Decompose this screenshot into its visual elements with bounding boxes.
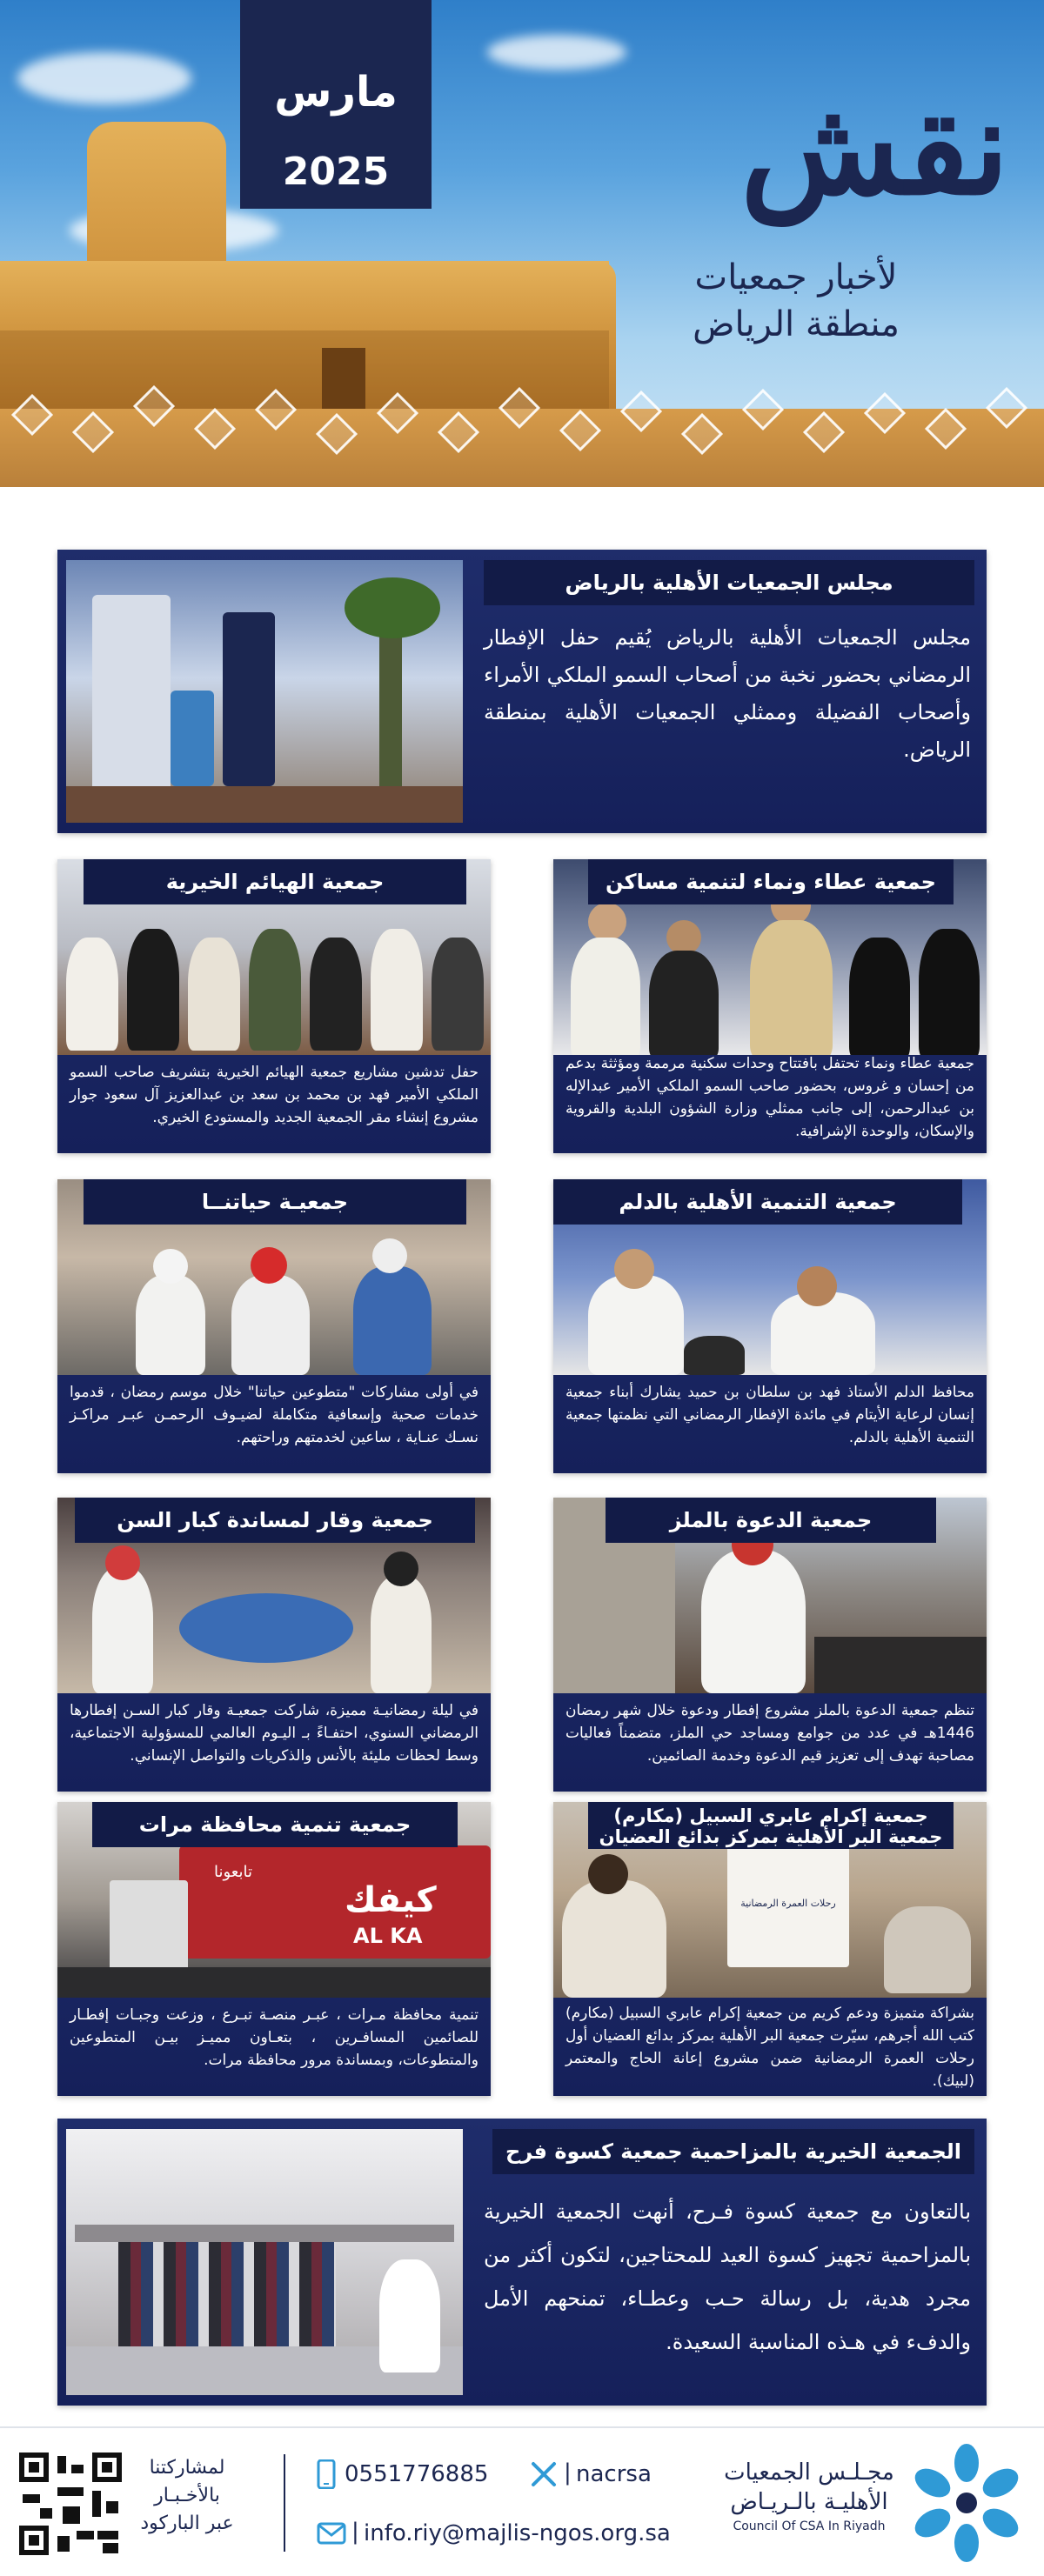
masthead-logo: نقش [740, 71, 1009, 224]
card-title: جمعية عطاء ونماء لتنمية مساكن [588, 859, 954, 904]
card-title: الجمعية الخيرية بالمزاحمية جمعية كسوة فرح [492, 2129, 974, 2174]
subtitle-line-2: منطقة الرياض [693, 304, 900, 344]
share-line-1: لمشاركتنا [149, 2457, 225, 2479]
org-name-line-2: الأهليـة بالـريـاض [730, 2489, 888, 2515]
email-address: info.riy@majlis-ngos.org.sa [364, 2520, 671, 2546]
x-twitter-icon [531, 2461, 557, 2487]
org-name-line-1: مجـلـس الجمعيات [724, 2459, 894, 2486]
cloud [17, 52, 191, 104]
share-line-2: بالأخـبـار [154, 2485, 220, 2506]
news-photo [66, 2129, 463, 2395]
card-body: في أولى مشاركات "متطوعين حياتنا" خلال موسم رمضان ، قدموا خدمات صحية وإسعافية متكاملة لضيـوف الرحمـن عبـر مراكـز نسـك عنـاية ، ساعين لخدمتهم وراحتهم. [70, 1384, 478, 1446]
header-banner [0, 0, 1044, 487]
issue-year: 2025 [282, 150, 390, 194]
card-title: جمعية وقار لمساندة كبار السن [75, 1498, 475, 1543]
news-card-dalam [553, 1179, 987, 1473]
news-card-hayaem [57, 859, 491, 1153]
news-content [0, 487, 1044, 2426]
news-card-hayatuna [57, 1179, 491, 1473]
truck-label-small: تابعونا [214, 1863, 252, 1881]
qr-code[interactable] [19, 2453, 122, 2555]
news-card-majlis [57, 550, 987, 833]
truck-label-en: AL KA [353, 1924, 423, 1948]
share-line-3: عبر الباركود [140, 2513, 234, 2534]
card-title: مجلس الجمعيات الأهلية بالرياض [484, 560, 974, 605]
card-body: مجلس الجمعيات الأهلية بالرياض يُقيم حفل الإفطار الرمضاني بحضور نخبة من أصحاب السمو الملكي الأمراء وأصحاب الفضيلة وممثلي الجمعيات الأهلية بمنطقة الرياض. [484, 625, 971, 762]
council-logo-icon [910, 2442, 1023, 2564]
news-card-ataa [553, 859, 987, 1153]
card-title: جمعية الدعوة بالملز [606, 1498, 936, 1543]
truck-label-ar: كيفك [345, 1880, 437, 1920]
news-card-muzahmiya [57, 2119, 987, 2406]
share-instructions [130, 2454, 244, 2538]
umrah-banner-label: رحلات العمرة الرمضانية [740, 1898, 836, 1909]
footer-divider [284, 2454, 285, 2552]
card-title: جمعية الهيائم الخيرية [84, 859, 466, 904]
org-name-en: Council Of CSA In Riyadh [733, 2519, 886, 2533]
card-body: تنمية محافظة مـرات ، عبـر منصـة تبـرع ، وزعت وجبـات إفطـار للصائمين المسافـرين ، بتعـاون مميـز بيـن المتطوعين والمتطوعات، وبمساندة مرور محافظة مرات. [70, 2006, 478, 2069]
news-card-marat [57, 1802, 491, 2096]
masthead-subtitle [609, 254, 983, 348]
card-title-line-2: جمعية البر الأهلية بمركز بدائع العضيان [599, 1826, 943, 1847]
social-divider: | [564, 2459, 572, 2486]
card-body: حفل تدشين مشاريع جمعية الهيائم الخيرية بتشريف صاحب السمو الملكي الأمير فهد بن محمد بن سعد بن عبدالعزيز آل سعود جوار مشروع إنشاء مقر الجمعية الجديد والمستودع الخيري. [70, 1064, 478, 1126]
org-name [722, 2458, 896, 2536]
card-body: بشراكة متميزة ودعم كريم من جمعية إكرام عابري السبيل (مكارم) كتب الله أجرهم، سيّرت جمعية البر الأهلية بمركز بدائع العضيان أول رحلات العمرة الرمضانية ضمن مشروع إعانة الحاج والمعتمر (لبيك). [566, 2005, 974, 2090]
news-card-dawah-malaz [553, 1498, 987, 1792]
card-body: في ليلة رمضانيـة مميزة، شاركت جمعيـة وقار كبار السـن إفطارها الرمضاني السنوي، احتفـاءً بـ اليـوم العالمي للمسؤولية الاجتماعية، وسط لحظات مليئة بالأنس والذكريات والتواصل الإنساني. [70, 1702, 478, 1765]
card-title [588, 1802, 954, 1849]
phone-number: 0551776885 [345, 2461, 489, 2487]
card-body: تنظم جمعية الدعوة بالملز مشروع إفطار ودعوة خلال شهر رمضان 1446هـ في عدد من جوامع ومساجد حي الملز، متضمناً فعاليات مصاحبة تهدف إلى تعزيز قيم الدعوة وخدمة الصائمين. [566, 1702, 974, 1765]
card-title: جمعيـة حياتنــا [84, 1179, 466, 1225]
mail-icon [317, 2522, 346, 2545]
news-card-waqar [57, 1498, 491, 1792]
diamond-pattern [0, 383, 1044, 461]
phone-icon [317, 2459, 336, 2489]
issue-month: مارس [274, 68, 398, 117]
social-handle: nacrsa [576, 2461, 652, 2487]
card-title-line-1: جمعية إكرام عابري السبيل (مكارم) [613, 1805, 928, 1826]
card-title: جمعية التنمية الأهلية بالدلم [553, 1179, 962, 1225]
email-divider: | [351, 2519, 359, 2545]
issue-date-box [240, 0, 432, 209]
card-body: بالتعاون مع جمعية كسوة فـرح، أنهت الجمعية الخيرية بالمزاحمية تجهيز كسوة العيد للمحتاجين، لتكون أكثر من مجرد هدية، بل رسالة حـب وعطـاء، تمنحهم الأمل والدفء في هـذه المناسبة السعيدة. [484, 2199, 971, 2354]
footer [0, 2426, 1044, 2576]
card-title: جمعية تنمية محافظة مرات [92, 1802, 458, 1847]
card-body: محافظ الدلم الأستاذ فهد بن سلطان بن حميد يشارك أبناء جمعية إنسان لرعاية الأيتام في مائدة الإفطار الرمضاني التي نظمتها جمعية التنمية الأهلية بالدلم. [566, 1384, 974, 1446]
news-photo [66, 560, 463, 823]
subtitle-line-1: لأخبار جمعيات [694, 257, 898, 297]
news-card-makarem [553, 1802, 987, 2096]
card-body: جمعية عطاء ونماء تحتفل بافتتاح وحدات سكنية مرممة ومؤثثة بدعم من إحسان و غروس، بحضور صاحب السمو الملكي الأمير عبدالإله بن عبدالرحمن، إلى جانب ممثلي وزارة الشؤون البلدية والقروية والإسكان، والوحدة الإشرافية. [566, 1055, 974, 1140]
